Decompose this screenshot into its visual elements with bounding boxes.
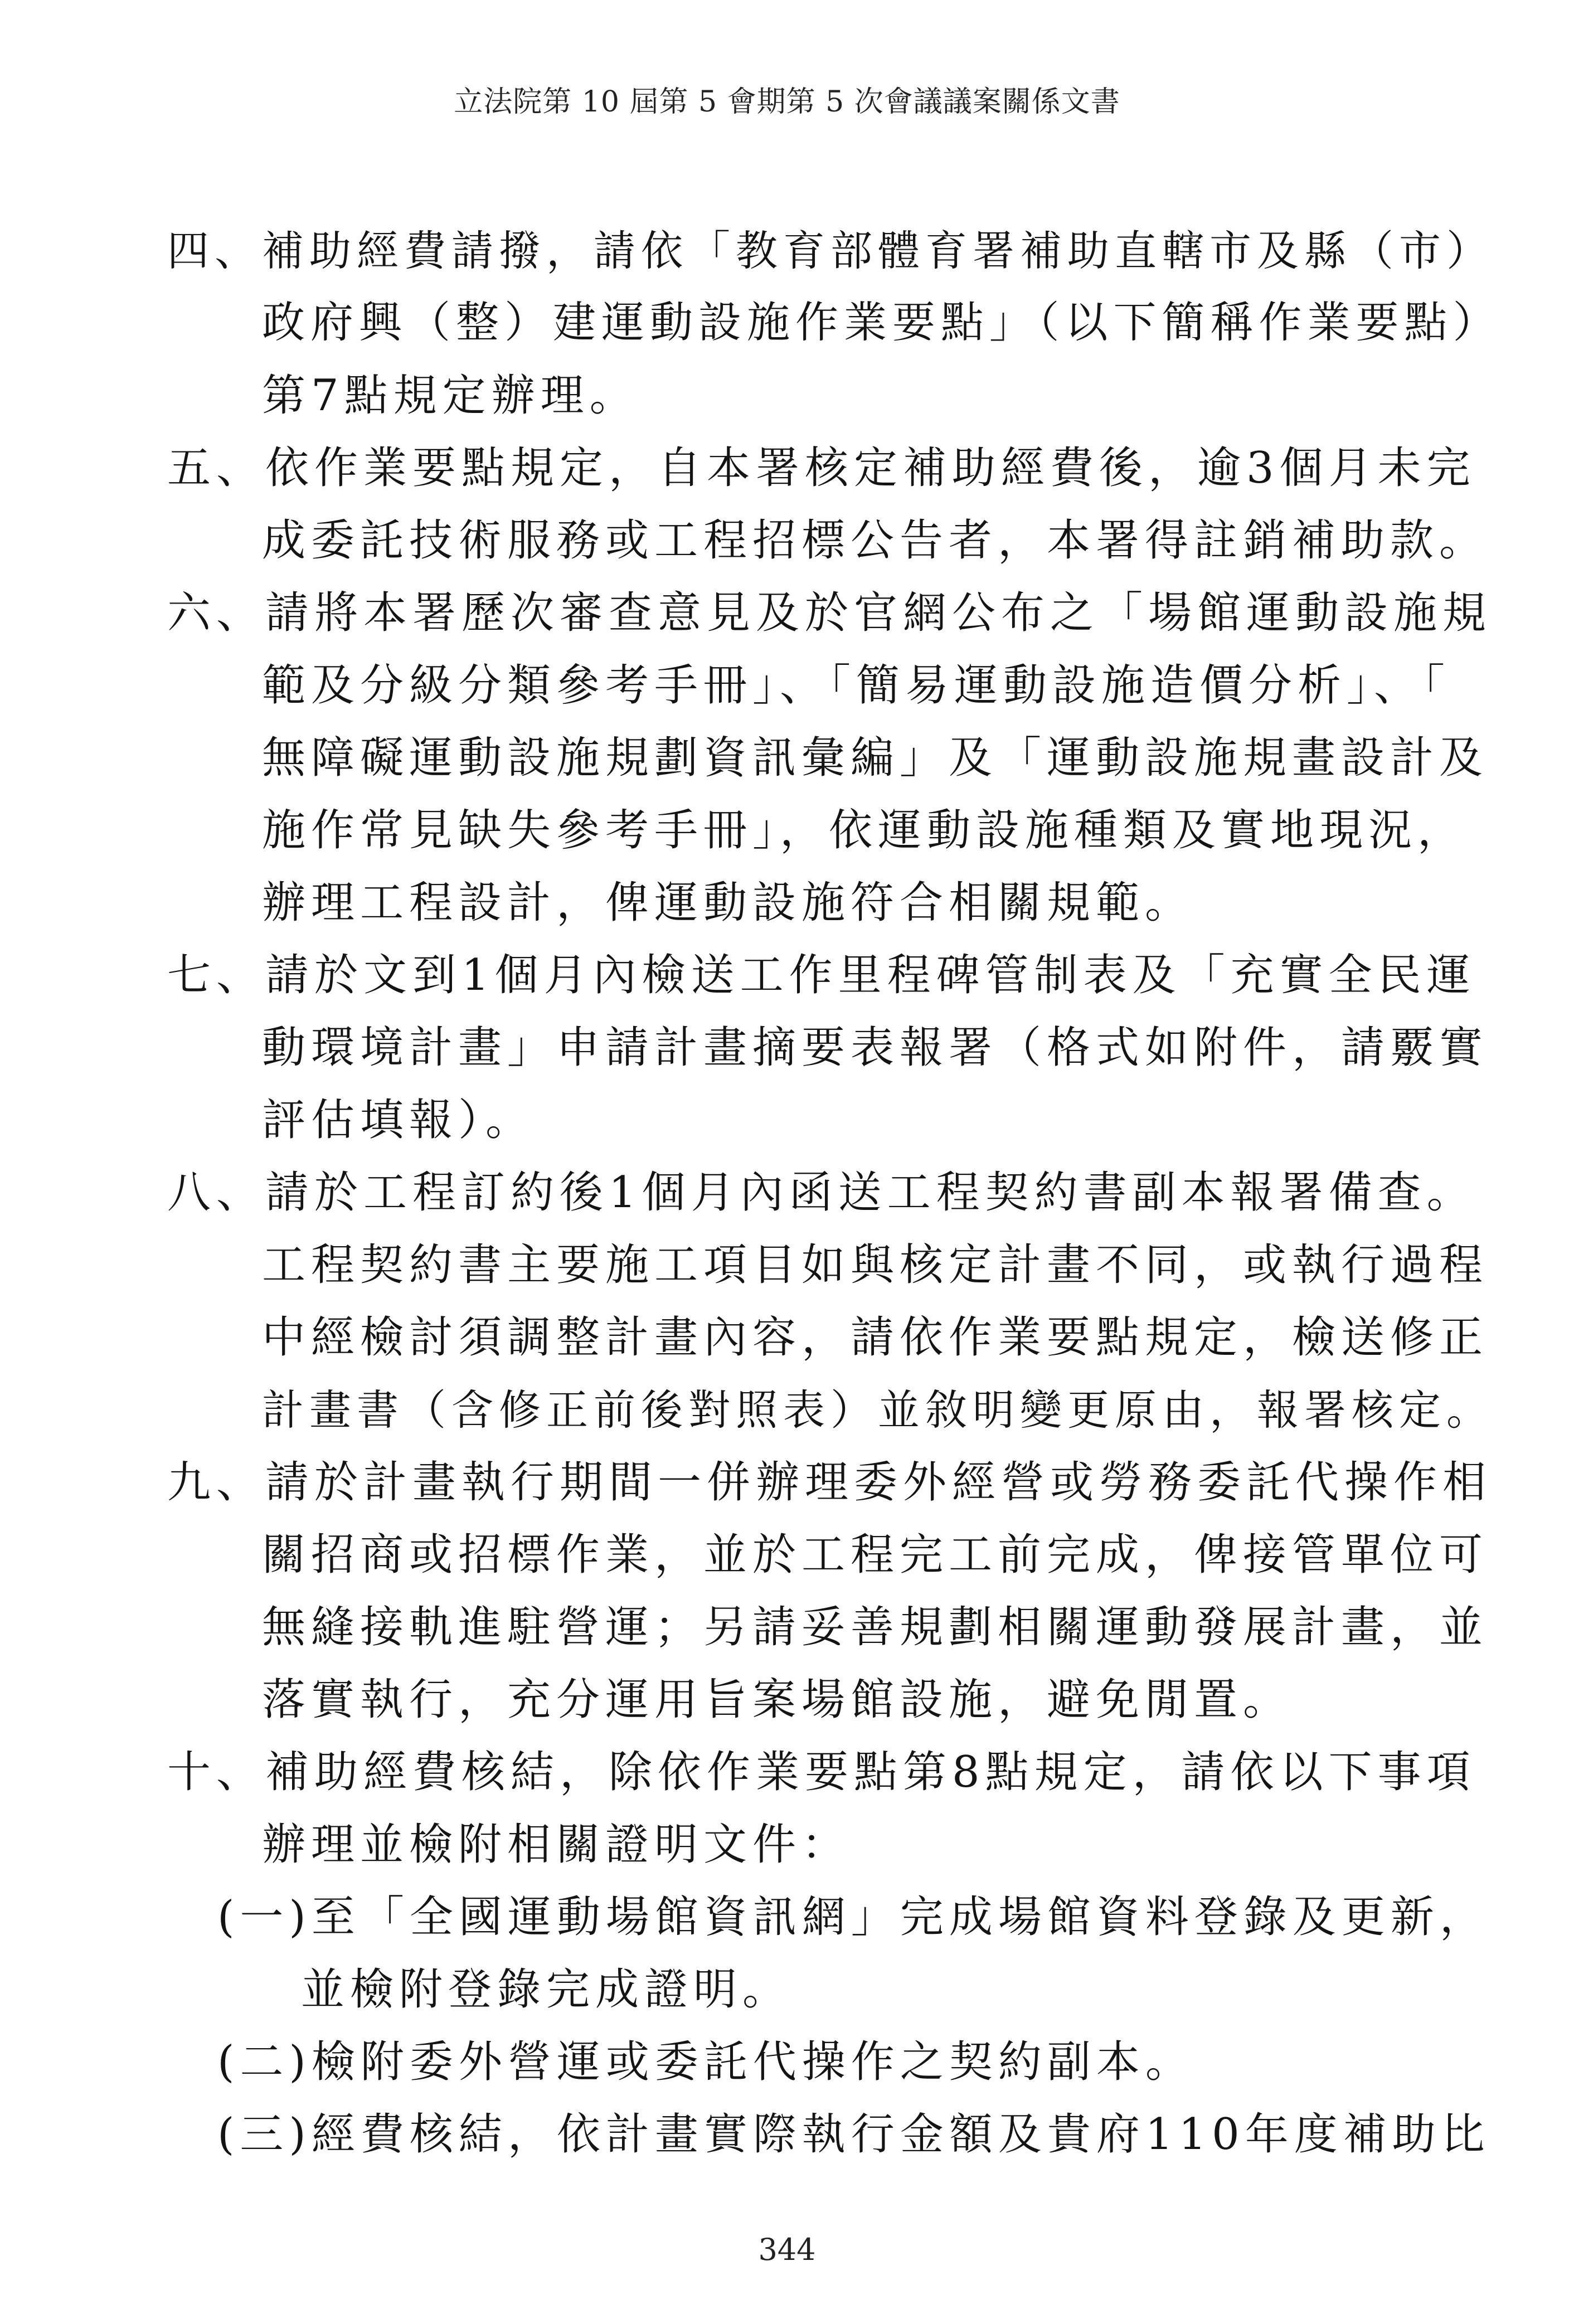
text-line: 並檢附登錄完成證明。 [301, 1965, 792, 2015]
text-line: 成委託技術服務或工程招標公告者，本署得註銷補助款。 [262, 516, 1489, 566]
text-line: 十、補助經費核結，除依作業要點第8點規定，請依以下事項 [167, 1747, 1476, 1797]
text-line: 七、請於文到1個月內檢送工作里程碑管制表及「充實全民運 [167, 950, 1476, 1000]
text-line: 無障礙運動設施規劃資訊彙編」及「運動設施規畫設計及 [262, 733, 1489, 783]
text-line: 計畫書（含修正前後對照表）並敘明變更原由，報署核定。 [262, 1385, 1494, 1435]
text-line: 政府興（整）建運動設施作業要點」（以下簡稱作業要點） [262, 298, 1502, 348]
text-line: 範及分級分類參考手冊」、「簡易運動設施造價分析」、「 [262, 660, 1451, 711]
text-line: 五、依作業要點規定，自本署核定補助經費後，逾3個月未完 [167, 443, 1476, 493]
text-line: 辦理工程設計，俾運動設施符合相關規範。 [262, 878, 1194, 928]
text-line: 第7點規定辦理。 [262, 371, 639, 421]
text-line: 評估填報）。 [262, 1095, 535, 1145]
text-line: 落實執行，充分運用旨案場館設施，避免閒置。 [262, 1675, 1293, 1725]
text-line: 工程契約書主要施工項目如與核定計畫不同，或執行過程 [262, 1240, 1489, 1290]
text-line: 六、請將本署歷次審查意見及於官網公布之「場館運動設施規 [167, 588, 1492, 638]
text-line: 九、請於計畫執行期間一併辦理委外經營或勞務委託代操作相 [167, 1457, 1492, 1508]
text-line: 辦理並檢附相關證明文件： [262, 1820, 851, 1870]
text-line: 施作常見缺失參考手冊」，依運動設施種類及實地現況， [262, 805, 1467, 855]
text-line: (一)至「全國運動場館資訊網」完成場館資料登錄及更新， [217, 1892, 1489, 1942]
text-line: (三)經費核結，依計畫實際執行金額及貴府110年度補助比 [217, 2109, 1490, 2160]
text-line: (二)檢附委外營運或委託代操作之契約副本。 [217, 2037, 1194, 2087]
text-line: 無縫接軌進駐營運；另請妥善規劃相關運動發展計畫，並 [262, 1602, 1489, 1652]
document-header: 立法院第 10 屆第 5 會期第 5 次會議議案關係文書 [454, 85, 1120, 119]
text-line: 中經檢討須調整計畫內容，請依作業要點規定，檢送修正 [262, 1312, 1489, 1363]
text-line: 四、補助經費請撥，請依「教育部體育署補助直轄市及縣（市） [167, 226, 1494, 275]
text-line: 動環境計畫」申請計畫摘要表報署（格式如附件，請覈實 [262, 1023, 1489, 1073]
text-line: 關招商或招標作業，並於工程完工前完成，俾接管單位可 [262, 1530, 1489, 1580]
text-line: 八、請於工程訂約後1個月內函送工程契約書副本報署備查。 [167, 1168, 1476, 1218]
page-number: 344 [758, 2232, 816, 2267]
